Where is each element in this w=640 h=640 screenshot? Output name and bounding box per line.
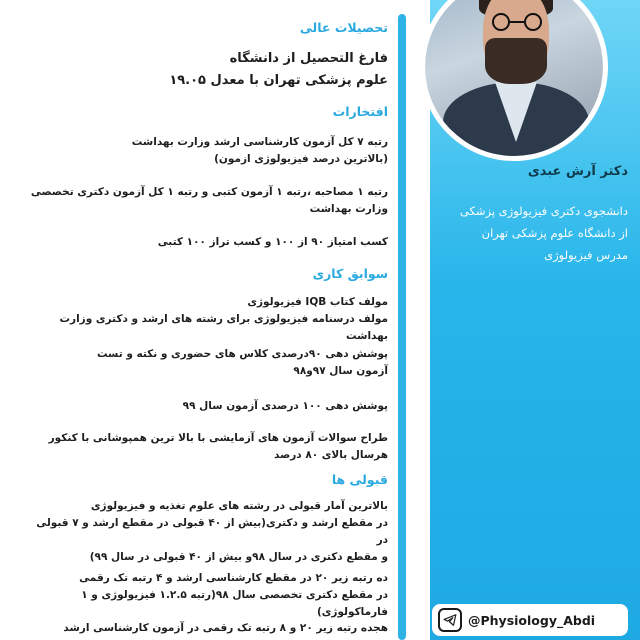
admission-item: بالاترین آمار قبولی در رشته های علوم تغذیه و فیزیولوژی در مقطع ارشد و دکتری(بیش از ۴۰ قبولی در مقطع ارشد و ۷ قبولی در و مقطع دکتری در سال ۹۸و بیش از ۴۰ قبولی در سال ۹۹) [36,500,388,563]
telegram-icon [438,608,462,632]
handle-text: @Physiology_Abdi [468,612,596,628]
honor-item: رتبه ۷ کل آزمون کارشناسی ارشد وزارت بهداشت (بالاترین درصد فیزیولوژی ازمون) [131,136,388,165]
telegram-handle[interactable] [432,604,628,636]
admission-item: هجده رتبه زیر ۲۰ و ۸ رتبه تک رقمی در آزمون کارشناسی ارشد [63,622,388,634]
vertical-divider [398,14,406,640]
resume-content [22,0,388,640]
experience-item: طراح سوالات آزمون های آزمایشی با بالا ترین همپوشانی با کنکور هرسال بالای ۸۰ درصد [48,432,388,461]
experience-item: پوشش دهی ۱۰۰ درصدی آزمون سال ۹۹ [182,400,388,412]
admissions-heading: قبولی ها [331,472,388,487]
education-line: فارغ التحصیل از دانشگاه [229,51,388,66]
education-line: علوم پزشکی تهران با معدل ۱۹.۰۵ [169,73,388,88]
honors-heading: افتخارات [332,104,388,119]
profile-line: مدرس فیزیولوژی [544,248,628,262]
profile-name: دکتر آرش عبدی [527,164,628,179]
education-heading: تحصیلات عالی [299,20,388,35]
experience-heading: سوابق کاری [312,266,388,281]
admission-item: ده رتبه زیر ۲۰ در مقطع کارشناسی ارشد و ۴ رتبه تک رقمی در مقطع دکتری تخصصی سال ۹۸(رتبه ۱.۲.۵ فیزیولوژی و ۱ فارماکولوژی) [79,572,388,618]
profile-photo [425,0,603,156]
experience-item: مولف کتاب IQB فیزیولوژی مولف درسنامه فیزیولوژی برای رشته های ارشد و دکتری وزارت بهداشت [59,296,388,342]
profile-line: دانشجوی دکتری فیزیولوژی پزشکی [459,204,628,218]
experience-item: پوشش دهی ۹۰درصدی کلاس های حضوری و نکته و تست آزمون سال ۹۷و۹۸ [96,348,388,377]
honor-item: کسب امتیاز ۹۰ از ۱۰۰ و کسب تراز ۱۰۰ کتبی [157,236,388,248]
honor-item: رتبه ۱ مصاحبه ،رتبه ۱ آزمون کتبی و رتبه ۱ کل آزمون دکتری تخصصی وزارت بهداشت [30,186,388,215]
profile-line: از دانشگاه علوم پزشکی تهران [481,226,628,240]
profile-description [428,200,628,266]
